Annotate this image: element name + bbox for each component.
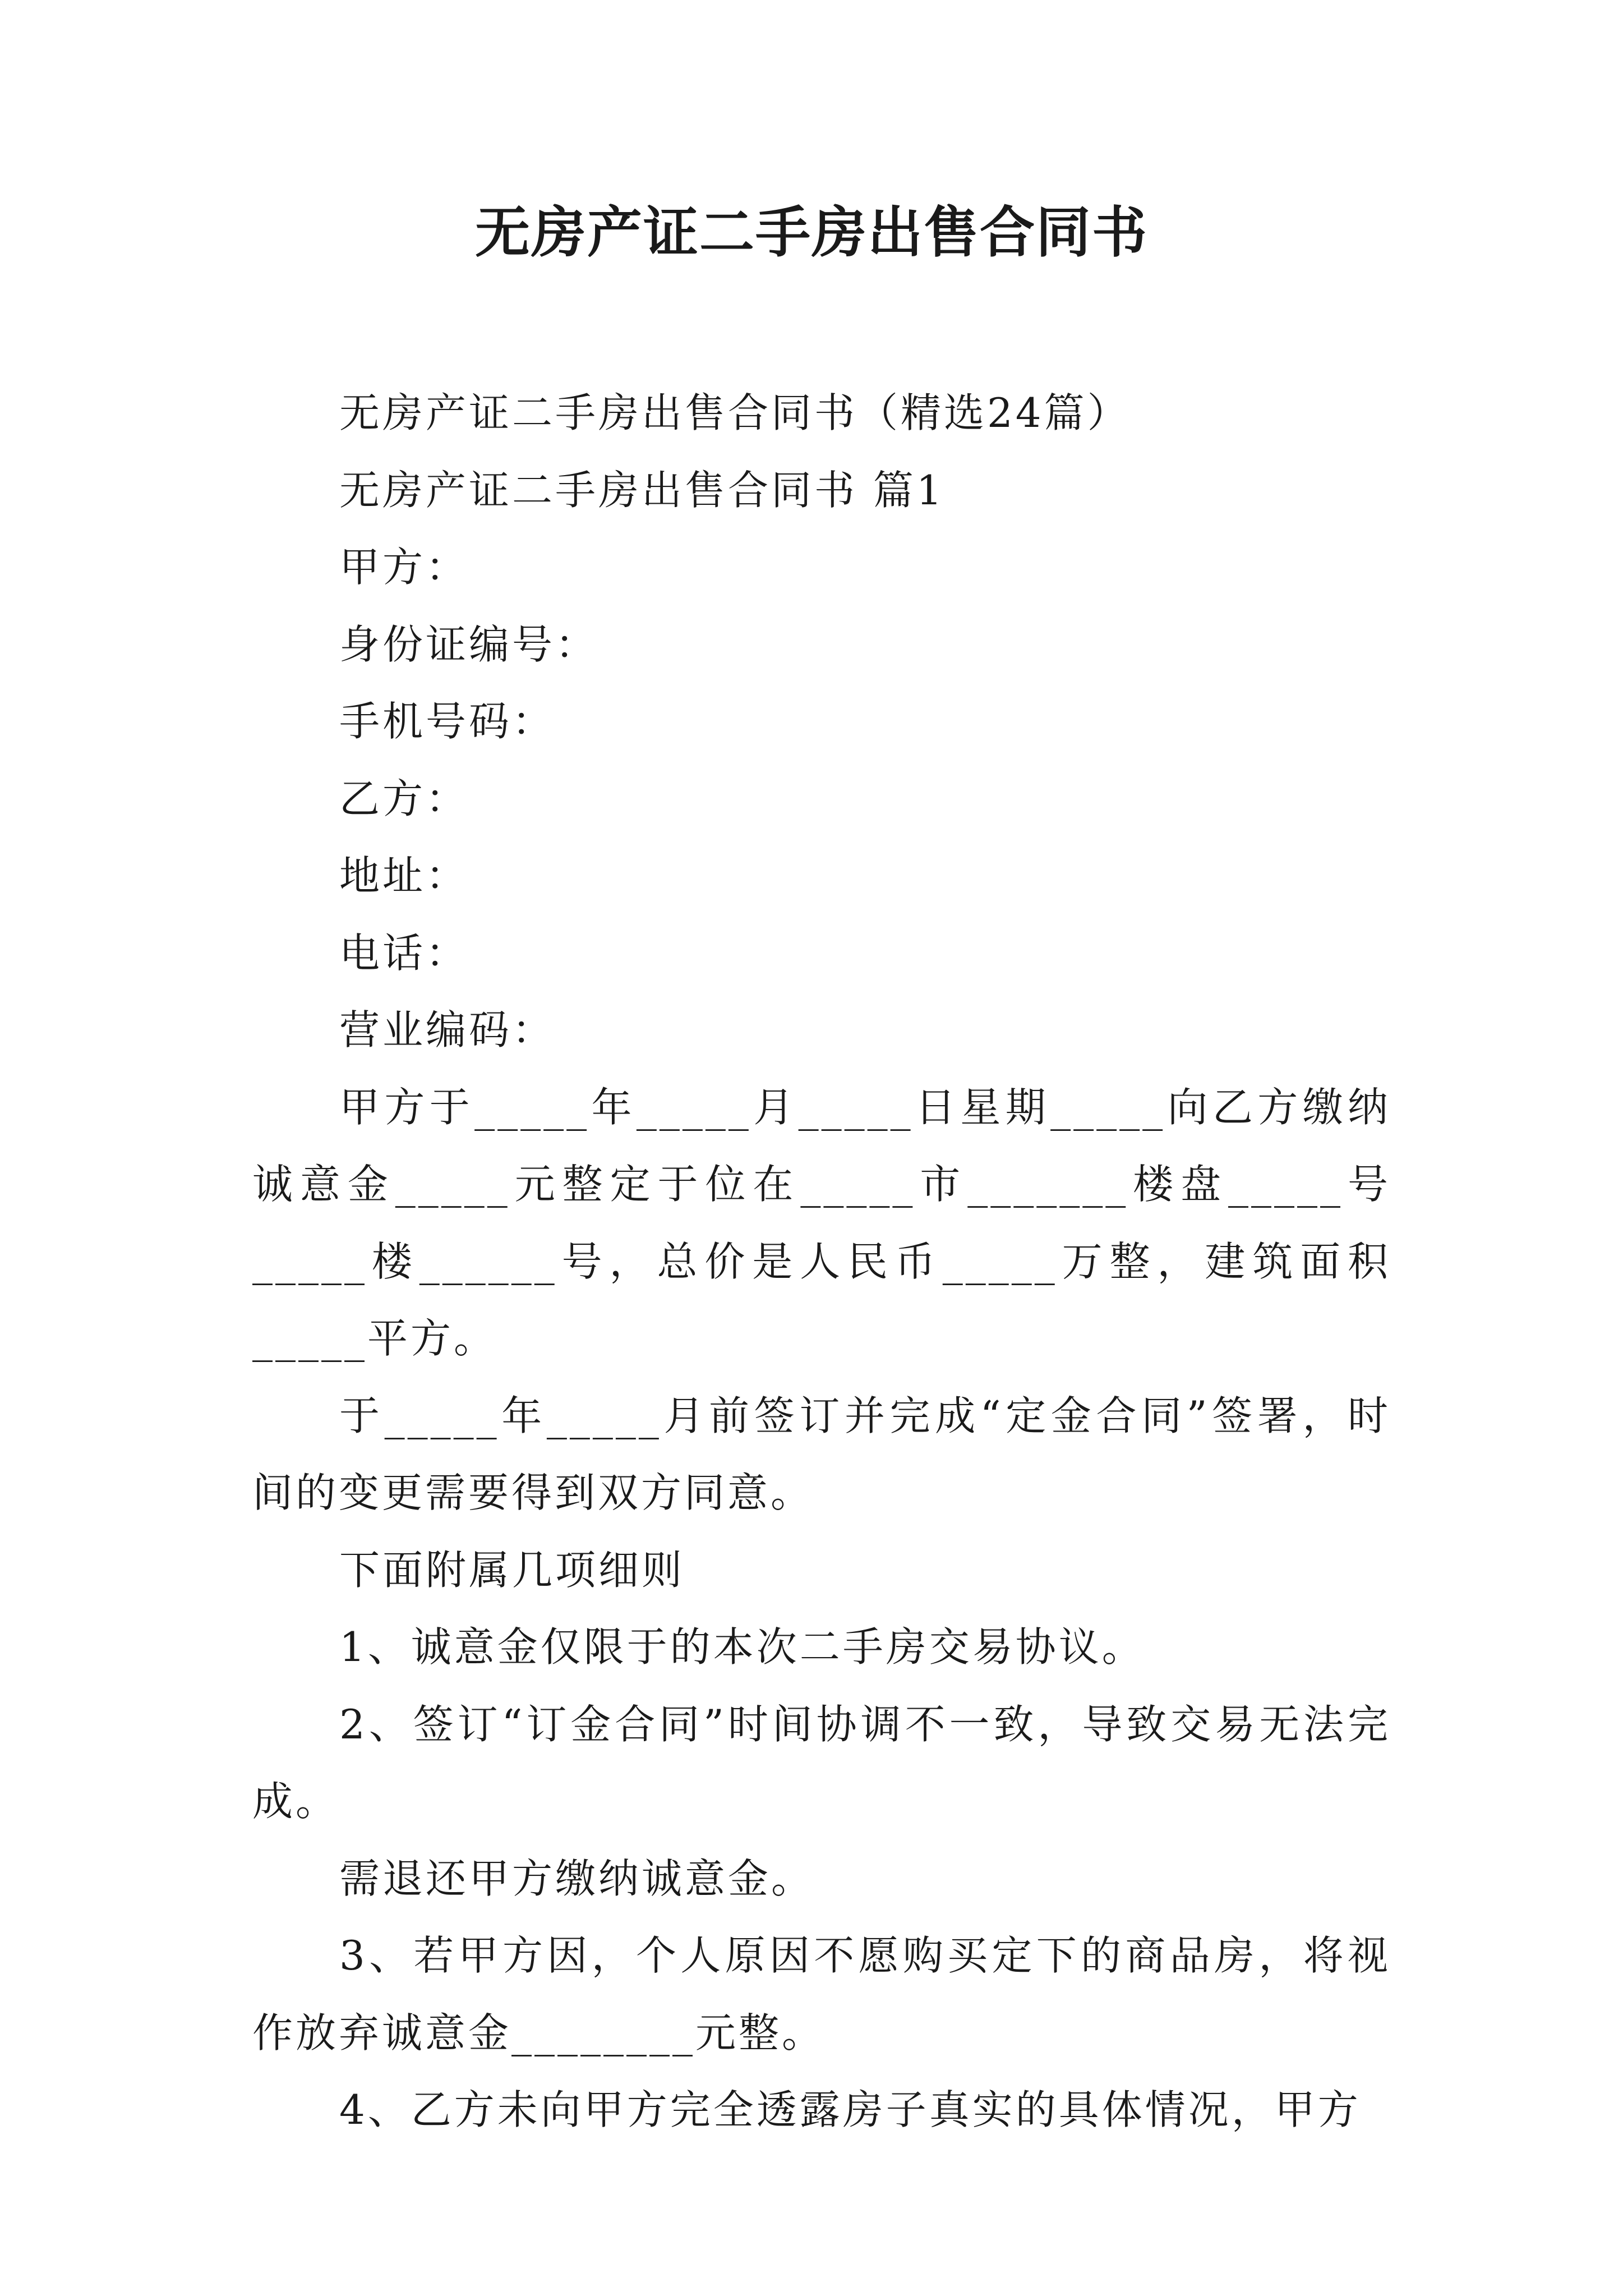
phone-number-label: 手机号码： bbox=[339, 698, 556, 745]
id-number-label: 身份证编号： bbox=[339, 620, 599, 668]
deposit-clause: 甲方于_____年_____月_____日星期_____向乙方缴纳诚意金_____元整定于位在_____市_______楼盘_____号_____楼______号，总价是人民币_____万整，建筑面积_____平方。 bbox=[252, 1083, 1391, 1362]
telephone-label: 电话： bbox=[339, 929, 469, 977]
section-heading: 无房产证二手房出售合同书 篇1 bbox=[339, 466, 945, 514]
rules-intro: 下面附属几项细则 bbox=[339, 1546, 685, 1594]
rule-1: 1、诚意金仅限于的本次二手房交易协议。 bbox=[339, 1623, 1145, 1671]
rule-2: 2、签订“订金合同”时间协调不一致，导致交易无法完成。 bbox=[252, 1700, 1391, 1825]
rule-3: 3、若甲方因，个人原因不愿购买定下的商品房，将视作放弃诚意金________元整。 bbox=[252, 1932, 1391, 2056]
signing-deadline-clause: 于_____年_____月前签订并完成“定金合同”签署，时间的变更需要得到双方同意。 bbox=[252, 1392, 1391, 1516]
business-code-label: 营业编码： bbox=[339, 1006, 556, 1053]
rule-4: 4、乙方未向甲方完全透露房子真实的具体情况，甲方 bbox=[339, 2086, 1361, 2133]
document-title: 无房产证二手房出售合同书 bbox=[474, 200, 1148, 265]
subtitle-line: 无房产证二手房出售合同书（精选24篇） bbox=[339, 389, 1131, 436]
address-label: 地址： bbox=[339, 852, 469, 899]
party-a-label: 甲方： bbox=[339, 544, 469, 591]
rule-2-continued: 需退还甲方缴纳诚意金。 bbox=[339, 1855, 815, 1902]
party-b-label: 乙方： bbox=[339, 775, 469, 822]
document-body bbox=[252, 375, 1391, 2149]
